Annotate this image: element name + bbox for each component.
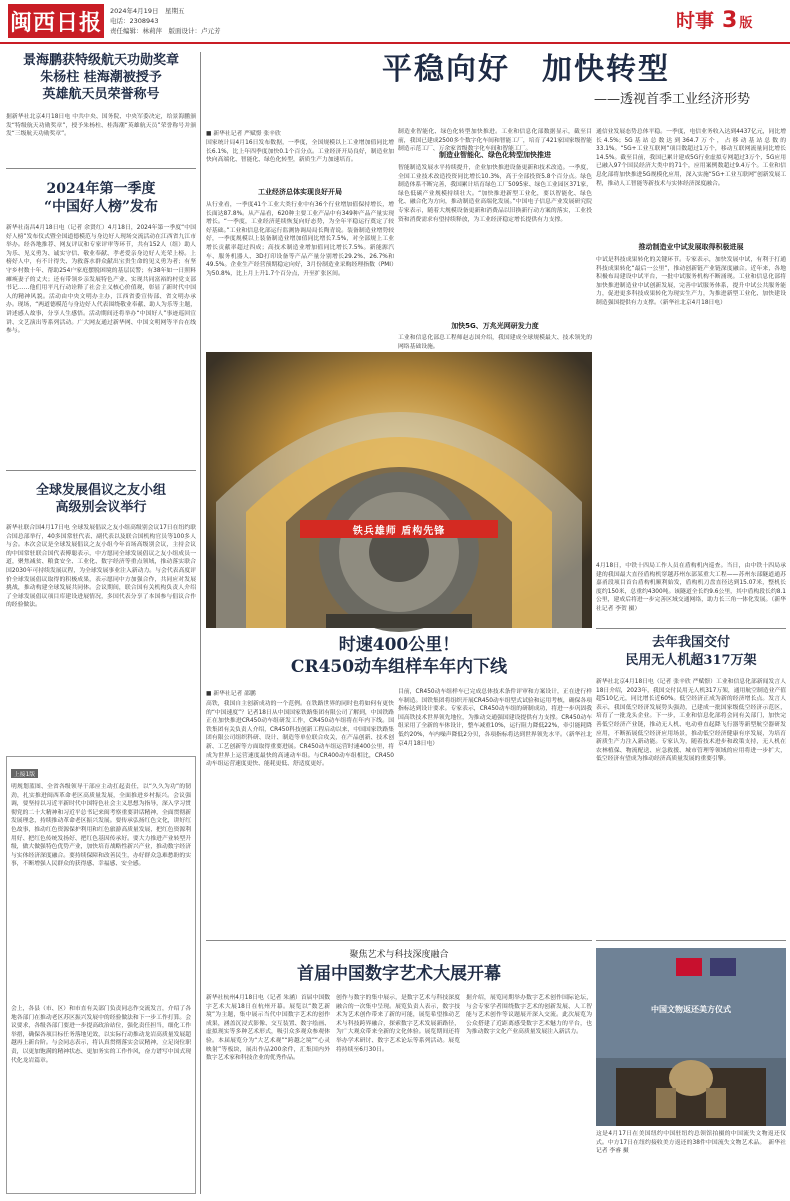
ceremony-backdrop-text: 中国文物返还美方仪式 (651, 1005, 731, 1014)
page-number: 3 (722, 8, 738, 33)
headline-astronauts-3: 英雄航天员荣誉称号 (42, 87, 160, 102)
headline-good-people-1: 2024年第一季度 (46, 181, 156, 197)
article-drones (596, 634, 786, 906)
body-gdi: 新华社联合国4月17日电 全球发展倡议之友小组高级别会议17日在纽约联合国总部举行，40多国常驻代表、副代表以及联合国机构官员等100多人与会。本次会议是全球发展倡议之友小组今年首场高级别会议，主持会议的中国常驻联合国代表傅聪表示，中方愿同全球发展倡议之友小组成员一道，聚焦减贫、粮食安全、工业化、数字经济等重点领域，推动落实联合国2030年可持续发展议程，为全球发展事业注入新动力。与会代表高度评价全球发展倡议取得的积极成果，表示愿同中方加强合作，共同应对发展挑战，推动构建全球发展共同体。会议期间，联合国有关机构负责人介绍了全球发展倡议项目库建设进展情况，多国代表分享了本国参与倡议合作的经验做法。 (6, 525, 196, 609)
art-col-2: 创作与数字的集中展示，是数字艺术与科技深度融合的一次集中呈现。展览负责人表示，数字技术为艺术创作带来了新的可能，展览希望推动艺术与科技跨界融合，探索数字艺术发展新路径，为广大观众带来全新的文化体验。展览期间还将举办学术研讨、数字艺术论坛等系列活动。展览将持续至6月30日。 (336, 995, 460, 1053)
headline-good-people-2: “中国好人榜”发布 (43, 199, 159, 215)
headline-digital-art: 首届中国数字艺术大展开幕 (297, 964, 501, 984)
cr450-byline: ■ 新华社记者 邵鹏 (206, 691, 256, 697)
article-good-people (6, 180, 196, 456)
continued-label: 上接1版 (11, 769, 38, 778)
tunnel-photo (206, 352, 592, 628)
masthead-rule (0, 42, 790, 44)
feature-header (206, 50, 786, 122)
feature-col-2-body: 制造业智能化、绿色化转型加快推进。工业和信息化部数据显示，截至目前，我国已建成2500多个数字化车间和智能工厂，培育了421家国家级智能制造示范工厂、万余家省级数字化车间和智能工厂。 (398, 129, 592, 153)
feature-col-1-body-2: 从行业看，一季度41个工业大类行业中有36个行业增加值保持增长，增长面达87.8%。从产品看，620种主要工业产品中有349种产品产量实现增长。“一季度，工业经济延续恢复向好态势，为全年平稳运行奠定了较好基础。”工业和信息化部运行监测协调局局长陶青说。装备制造业增势较好，一季度规模以上装备制造业增加值同比增长7.5%，对全部规上工业增长贡献率超过四成；高技术制造业增加值同比增长7.5%。新能源汽车、服务机器人、3D打印设备等产品产量分别增长29.2%、26.7%和49.5%。企业生产经营预期稳定向好，3月份制造业采购经理指数（PMI）为50.8%，比上月上升1.7个百分点，升至扩张区间。 (206, 202, 394, 277)
feature-col-2-body-3: 工业和信息化部总工程师赵志国介绍，我国建成全球规模最大、技术领先的网络基础设施。 (398, 335, 592, 350)
feature-col-2-body-2: 智能制造发展水平持续提升，企业加快推进设备更新和技术改造。一季度，全国工业技术改造投资同比增长10.3%，高于全部投资5.8个百分点。绿色制造体系不断完善，我国累计培育绿色工厂5095家、绿色工业园区371家，绿色低碳产业规模持续壮大。“加快推进新型工业化，要以智能化、绿色化、融合化为方向，推动制造业高端化发展。”中国电子信息产业发展研究院专家表示，随着大规模设备更新和消费品以旧换新行动方案的落实，工业投资和消费需求有望持续释放，为工业经济稳定增长提供有力支撑。 (398, 165, 592, 223)
art-col-3: 据介绍，展览同期举办数字艺术创作国际论坛，与会专家学者围绕数字艺术的创新发展、人工智能与艺术创作等议题展开深入交流。此次展览为公众搭建了近距离感受数字艺术魅力的平台，也为推动数字文化产业高质量发展注入新活力。 (466, 995, 592, 1036)
feature-col-3 (596, 128, 786, 348)
repatriation-caption: 这是4月17日在美国纽约中国驻纽约总领馆拍摄的中国流失文物返还仪式。中方17日在纽约接收美方返还的38件中国流失文物艺术品。 新华社记者 李睿 摄 (596, 1131, 786, 1155)
cr450-col-1 (206, 688, 394, 936)
headline-drones-1: 去年我国交付 (651, 635, 730, 650)
ceremony-image (596, 948, 786, 1126)
article-cr450 (206, 634, 592, 678)
issue-date: 2024年4月19日 星期五 (110, 7, 185, 15)
feature-col-3-body: 通信业发展态势总体平稳。一季度，电信业务收入达到4437亿元，同比增长4.5%；5G基站总数达到364.7万个，占移动基站总数的33.1%。“5G+工业互联网”项目数超过1万个，移动互联网流量同比增长14.5%。截至目前，我国已累计建成5G行业虚拟专网超过3万个，5G应用已融入97个国民经济大类中的71个，应用案例数超过9.4万个。工业和信息化部将加快推进5G规模化应用，深入实施“5G+工业互联网”创新发展工程，推动人工智能等新技术与实体经济深度融合。 (596, 129, 786, 187)
section-marker (676, 6, 786, 36)
repatriation-photo (596, 948, 786, 1126)
divider-drones (596, 940, 786, 941)
article-gdi (6, 482, 196, 756)
issue-phone: 电话：2308943 (110, 17, 159, 25)
art-kicker: 聚焦艺术与科技深度融合 (349, 950, 449, 960)
feature-byline: ■ 新华社记者 严赋憬 张辛欣 (206, 131, 281, 137)
feature-col-2 (398, 128, 592, 348)
page-suffix: 版 (739, 16, 753, 31)
feature-title: 平稳向好 加快转型 (382, 52, 670, 87)
continued-body-1: 明规划蓝图、全省各级领导干部应主动扛起责任，以“久久为功”的韧劲，扎实推进闽西革命老区高质量发展，全面推进乡村振兴。会议强调，要坚持以习近平新时代中国特色社会主义思想为指导，深入学习贯彻党的二十大精神和习近平总书记来闽考察重要讲话精神，全面贯彻新发展理念，持续推动革命老区振兴发展。要传承弘扬红色文化，讲好红色故事，推动红色资源保护利用和红色旅游高质量发展，把红色资源利用好、把红色传统发扬好、把红色基因传承好。要大力推进产业转型升级，做大做强特色优势产业，加快培育战略性新兴产业，推动数字经济与实体经济深度融合。要持续保障和改善民生，办好群众急难愁盼的实事，不断增强人民群众的获得感、幸福感、安全感。 (11, 784, 191, 868)
headline-astronauts-2: 朱杨柱 桂海潮被授予 (40, 70, 162, 85)
feature-sub-c: 加快5G、万兆光网研发力度 (451, 322, 539, 330)
tunnel-photo-caption: 4月18日，中铁十四局工作人员在盾构机内巡查。当日，由中铁十四局承建的我国最大直径盾构机穿越苏州东部某重大工程——苏州东部隧道通苏嘉甬段项目首台盾构机顺利始发，盾构机刀盘直径达到15.07米，整机长度约150米，总重约4300吨。该隧道全长约9.6公里，其中盾构段长约8.1公里，建成后将进一步完善区域交通网络，助力长三角一体化发展。（新华社记者 李贺 摄） (596, 563, 786, 612)
headline-astronauts-1: 景海鹏获特级航天功勋奖章 (22, 53, 179, 68)
feature-col-1 (206, 128, 394, 348)
body-good-people: 新华社南昌4月18日电（记者 余贤红）4月18日，2024年第一季度“中国好人榜”发布仪式暨全国道德模范与身边好人现场交流活动在江西省九江市举办。经各地推荐、网友评议和专家评审等环节，共有152人（组）助人为乐、见义勇为、诚实守信、敬业奉献、孝老爱亲身边好人光荣上榜。上榜好人中，有不计得失、为救落水群众献出宝贵生命的见义勇为者；有坚守乡村数十年、帮助254户家庭摆脱困境的基层民警；有38年如一日照料瘫痪妻子的丈夫；还有带领乡亲发展特色产业、实现共同富裕的村党支部书记……他们用平凡行动诠释了社会主义核心价值观，彰显了新时代中国人的精神风貌。活动由中央文明办主办，江西省委宣传部、省文明办承办。现场，“两道德模范与身边好人代表围绕敬业奉献、助人为乐等主题，讲述感人故事，分享人生感悟。活动期间还将举办“中国好人”事迹巡回宣讲、文艺演出等系列活动。广大网友通过新华网、中国文明网等平台在线参与。 (6, 225, 196, 335)
divider-cr450 (206, 940, 592, 941)
section-name: 时事 (676, 10, 715, 32)
newspaper-logo (8, 4, 104, 38)
divider-2 (6, 470, 196, 471)
feature-subtitle: ——透视首季工业经济形势 (593, 92, 750, 107)
body-astronauts: 据新华社北京4月18日电 中共中央、国务院、中央军委决定，给景海鹏颁发“特级航天功勋奖章”，授予朱杨柱、桂海潮“英雄航天员”荣誉称号并颁发“三级航天功勋奖章”。 (6, 114, 196, 138)
body-drones: 新华社北京4月18日电（记者 张辛欣 严赋憬）工业和信息化部新闻发言人18日介绍，2023年，我国交付民用无人机317万架，通用航空制造业产值超510亿元，同比增长近60%。低空经济正成为新的经济增长点。发言人表示，我国低空经济发展势头强劲，已建成一批国家级低空经济示范区，培育了一批龙头企业。下一步，工业和信息化部将会同有关部门，加快完善低空经济产业链，推动无人机、电动垂直起降飞行器等新型航空器研发应用，不断拓展低空经济应用场景，推动低空经济健康有序发展，为培育新质生产力注入新动能。专家认为，随着技术进步和政策支持，无人机在农林植保、物流配送、应急救援、城市管理等领域的应用将进一步扩大，低空经济有望成为推动经济高质量发展的重要引擎。 (596, 679, 786, 763)
tunnel-boring-machine-image (206, 352, 592, 628)
cr450-col-2-body: 目前，CR450动车组样车已完成总体技术条件评审和方案设计，正在进行样车制造。国铁集团将组织开展CR450动车组型式试验和运用考核，确保各项指标达到设计要求。专家表示，CR450动车组的研制成功，将进一步巩固我国高铁技术世界领先地位，为推动交通强国建设提供有力支撑。CR450动车组采用了全新的车体设计，整车减重10%，运行阻力降低22%，牵引能耗降低约20%，车内噪声降低2分贝，各项指标将达到世界领先水平。（新华社北京4月18日电） (398, 689, 592, 747)
issue-editors: 责任编辑：林莉萍 版面设计：卢元芳 (110, 27, 221, 35)
tunnel-banner-text: 铁兵雄师 盾构先锋 (352, 525, 446, 537)
headline-cr450-2: CR450动车组样车年内下线 (290, 657, 508, 677)
continued-body-2: 会上，各县（市、区）和市直有关部门负责同志作交流发言，介绍了各地各部门在推动老区苏区振兴发展中的经验做法和下一步工作打算。会议要求，各级各部门要进一步提高政治站位，强化责任担当，细化工作举措，确保各项目标任务落地见效，以实际行动推动龙岩高质量发展超越再上新台阶。与会同志表示，将认真贯彻落实会议精神，立足岗位职责，以更加饱满的精神状态、更加务实的工作作风，奋力谱写中国式现代化龙岩篇章。 (11, 1006, 191, 1064)
divider-1 (6, 168, 196, 169)
feature-col-3-body-2: 中试是科技成果转化的关键环节。专家表示，加快发展中试，有利于打通科技成果转化“最后一公里”，推动创新链产业链深度融合。近年来，各地积极布局建设中试平台，一批中试服务机构不断涌现。工业和信息化部将加快推进制造业中试创新发展，完善中试服务体系，提升中试公共服务能力，促进更多科技成果转化为现实生产力，为推进新型工业化、加快建设制造强国提供有力支撑。（新华社北京4月18日电） (596, 257, 786, 306)
headline-drones-2: 民用无人机超317万架 (625, 653, 757, 668)
logo-text: 闽西日报 (9, 9, 102, 36)
headline-gdi-1: 全球发展倡议之友小组 (35, 483, 166, 498)
feature-sub-a: 工业经济总体实现良好开局 (258, 188, 342, 196)
masthead (0, 0, 790, 44)
feature-sub-d: 推动制造业中试发展取得积极进展 (638, 243, 744, 251)
article-astronauts (6, 52, 196, 147)
art-col-1: 新华社杭州4月18日电（记者 朱涵）首届中国数字艺术大展18日在杭州开幕。展览以“数艺新境”为主题，集中展示当代中国数字艺术的创作成果，涵盖沉浸式影像、交互装置、数字绘画、虚拟现实等多种艺术形式，吸引众多观众参观体验。本届展览分为“大艺术观”“跨越之境”“心灵映射”等板块，展出作品200余件，汇集国内外数字艺术家和科技企业的优秀作品。 (206, 995, 330, 1062)
tunnel-banner (300, 520, 498, 538)
headline-cr450-1: 时速400公里！ (338, 635, 460, 655)
cr450-col-1-body: 高铁，我国自主创新成功的一个范例。在铁路世界的同时也将如何有更快的“中国速度”？记者18日从中国国家铁路集团有限公司了解到，中国铁路正在加快推进CR450动车组研发工作，CR450动车组将在年内下线。国铁集团有关负责人介绍，CR450科技创新工程启动以来，中国国家铁路集团有限公司组织科研、设计、制造等单位联合攻关，在产品创新、技术创新、工艺创新等方面取得重要进展。CR450动车组运营时速400公里，将成为世界上运营速度最快的高速动车组。与CR400动车组相比，CR450动车组运营速度更快、能耗更低、舒适度更好。 (206, 701, 394, 768)
continued-article (6, 756, 196, 1194)
drone-top-rule (596, 628, 786, 629)
headline-gdi-2: 高级别会议举行 (55, 500, 147, 515)
article-digital-art (206, 948, 592, 986)
column-divider (200, 52, 201, 1194)
feature-sub-b: 制造业智能化、绿色化转型加快推进 (439, 151, 551, 159)
feature-col-1-body: 国家统计局4月16日发布数据，一季度，全国规模以上工业增加值同比增长6.1%，比上年四季度加快0.1个百分点。工业经济开局良好，制造业加快向高端化、智能化、绿色化转型，新质生产力加速培育。 (206, 140, 394, 164)
issue-info (110, 6, 310, 36)
